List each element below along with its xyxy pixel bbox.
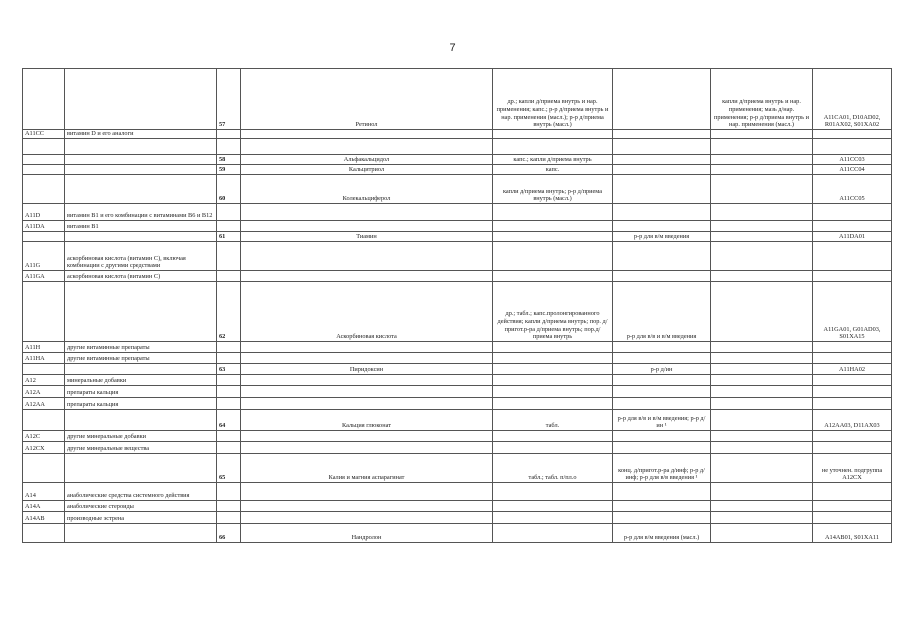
group-name-cell: другие витаминные препараты bbox=[65, 353, 217, 364]
external-forms-cell bbox=[711, 512, 813, 524]
dosage-forms-cell bbox=[493, 130, 613, 139]
external-forms-cell bbox=[711, 501, 813, 512]
table-body bbox=[23, 69, 892, 543]
group-name-cell bbox=[65, 410, 217, 431]
drug-name-cell: Кальция глюконат bbox=[241, 410, 493, 431]
dosage-forms-cell bbox=[493, 398, 613, 410]
item-number-cell bbox=[217, 483, 241, 501]
table-row bbox=[23, 512, 892, 524]
atc-group-code-cell bbox=[23, 282, 65, 342]
injection-forms-cell bbox=[613, 69, 711, 130]
group-name-cell bbox=[65, 524, 217, 543]
atc-group-code-cell: A12CX bbox=[23, 442, 65, 454]
drug-name-cell bbox=[241, 342, 493, 353]
atc-group-code-cell bbox=[23, 165, 65, 175]
group-name-cell: другие минеральные вещества bbox=[65, 442, 217, 454]
atc-code-cell bbox=[813, 483, 892, 501]
atc-code-cell bbox=[813, 204, 892, 221]
table-row bbox=[23, 69, 892, 130]
group-name-cell bbox=[65, 139, 217, 155]
injection-forms-cell bbox=[613, 165, 711, 175]
dosage-forms-cell bbox=[493, 364, 613, 375]
item-number-cell: 64 bbox=[217, 410, 241, 431]
drug-name-cell bbox=[241, 398, 493, 410]
dosage-forms-cell: табл.; табл. п/пл.о bbox=[493, 454, 613, 483]
atc-code-cell: A14AB01, S01XA11 bbox=[813, 524, 892, 543]
external-forms-cell bbox=[711, 232, 813, 242]
group-name-cell bbox=[65, 175, 217, 204]
dosage-forms-cell bbox=[493, 386, 613, 398]
external-forms-cell bbox=[711, 242, 813, 271]
dosage-forms-cell bbox=[493, 375, 613, 386]
group-name-cell: анаболические средства системного действия bbox=[65, 483, 217, 501]
dosage-forms-cell bbox=[493, 342, 613, 353]
dosage-forms-cell: капс. bbox=[493, 165, 613, 175]
injection-forms-cell bbox=[613, 483, 711, 501]
atc-group-code-cell: A12C bbox=[23, 431, 65, 442]
atc-code-cell: A11HA02 bbox=[813, 364, 892, 375]
external-forms-cell bbox=[711, 410, 813, 431]
item-number-cell: 62 bbox=[217, 282, 241, 342]
item-number-cell: 61 bbox=[217, 232, 241, 242]
dosage-forms-cell bbox=[493, 501, 613, 512]
dosage-forms-cell bbox=[493, 353, 613, 364]
atc-group-code-cell: A11H bbox=[23, 342, 65, 353]
table-row bbox=[23, 175, 892, 204]
item-number-cell bbox=[217, 501, 241, 512]
item-number-cell bbox=[217, 431, 241, 442]
item-number-cell: 65 bbox=[217, 454, 241, 483]
injection-forms-cell bbox=[613, 353, 711, 364]
page-number: 7 bbox=[449, 42, 456, 54]
external-forms-cell: капли д/приема внутрь и нар. применения; мазь д/нар. применения; р-р д/приема внутрь и нар. применения (масл.) bbox=[711, 69, 813, 130]
drug-name-cell: Пиридоксин bbox=[241, 364, 493, 375]
dosage-forms-cell bbox=[493, 512, 613, 524]
drug-name-cell bbox=[241, 512, 493, 524]
atc-code-cell bbox=[813, 501, 892, 512]
injection-forms-cell bbox=[613, 512, 711, 524]
item-number-cell: 63 bbox=[217, 364, 241, 375]
table-row bbox=[23, 155, 892, 165]
group-name-cell: витамин B1 и его комбинации с витаминами B6 и B12 bbox=[65, 204, 217, 221]
item-number-cell bbox=[217, 221, 241, 232]
item-number-cell bbox=[217, 442, 241, 454]
table-row bbox=[23, 431, 892, 442]
table-row bbox=[23, 398, 892, 410]
drug-name-cell bbox=[241, 353, 493, 364]
external-forms-cell bbox=[711, 398, 813, 410]
injection-forms-cell bbox=[613, 175, 711, 204]
table-row bbox=[23, 232, 892, 242]
external-forms-cell bbox=[711, 386, 813, 398]
injection-forms-cell bbox=[613, 271, 711, 282]
drug-name-cell bbox=[241, 501, 493, 512]
dosage-forms-cell: др.; капли д/приема внутрь и нар. применения; капс.; р-р д/приема внутрь и нар. применения (масл.); р-р д/приема внутрь (масл.) bbox=[493, 69, 613, 130]
group-name-cell: другие витаминные препараты bbox=[65, 342, 217, 353]
injection-forms-cell bbox=[613, 386, 711, 398]
item-number-cell: 60 bbox=[217, 175, 241, 204]
group-name-cell: анаболические стероиды bbox=[65, 501, 217, 512]
external-forms-cell bbox=[711, 204, 813, 221]
table-row bbox=[23, 342, 892, 353]
drug-name-cell bbox=[241, 130, 493, 139]
drug-list-table bbox=[22, 68, 892, 543]
injection-forms-cell: конц. д/пригот.р-ра д/инф; р-р д/инф; р-р для в/в введения ¹ bbox=[613, 454, 711, 483]
table-row bbox=[23, 375, 892, 386]
external-forms-cell bbox=[711, 175, 813, 204]
dosage-forms-cell: табл. bbox=[493, 410, 613, 431]
dosage-forms-cell bbox=[493, 431, 613, 442]
atc-group-code-cell: A11GA bbox=[23, 271, 65, 282]
external-forms-cell bbox=[711, 130, 813, 139]
atc-group-code-cell: A11G bbox=[23, 242, 65, 271]
group-name-cell bbox=[65, 165, 217, 175]
drug-name-cell bbox=[241, 483, 493, 501]
atc-group-code-cell bbox=[23, 364, 65, 375]
atc-group-code-cell: A14A bbox=[23, 501, 65, 512]
item-number-cell bbox=[217, 242, 241, 271]
atc-code-cell: A11CA01, D10AD02, R01AX02, S01XA02 bbox=[813, 69, 892, 130]
table-row bbox=[23, 242, 892, 271]
injection-forms-cell bbox=[613, 431, 711, 442]
atc-code-cell bbox=[813, 271, 892, 282]
drug-name-cell bbox=[241, 375, 493, 386]
item-number-cell: 66 bbox=[217, 524, 241, 543]
item-number-cell: 57 bbox=[217, 69, 241, 130]
atc-group-code-cell: A11HA bbox=[23, 353, 65, 364]
item-number-cell: 59 bbox=[217, 165, 241, 175]
external-forms-cell bbox=[711, 454, 813, 483]
drug-name-cell bbox=[241, 242, 493, 271]
group-name-cell: производные эстрена bbox=[65, 512, 217, 524]
atc-group-code-cell: A14 bbox=[23, 483, 65, 501]
atc-group-code-cell: A12 bbox=[23, 375, 65, 386]
atc-group-code-cell: A11DA bbox=[23, 221, 65, 232]
group-name-cell: препараты кальция bbox=[65, 398, 217, 410]
drug-name-cell bbox=[241, 204, 493, 221]
group-name-cell bbox=[65, 155, 217, 165]
injection-forms-cell: р-р для в/в и в/м введения bbox=[613, 282, 711, 342]
atc-code-cell: A11CC03 bbox=[813, 155, 892, 165]
table-row bbox=[23, 454, 892, 483]
atc-code-cell bbox=[813, 512, 892, 524]
group-name-cell: другие минеральные добавки bbox=[65, 431, 217, 442]
atc-code-cell bbox=[813, 139, 892, 155]
atc-group-code-cell bbox=[23, 69, 65, 130]
group-name-cell bbox=[65, 232, 217, 242]
external-forms-cell bbox=[711, 221, 813, 232]
atc-group-code-cell: A11CC bbox=[23, 130, 65, 139]
item-number-cell bbox=[217, 130, 241, 139]
drug-name-cell bbox=[241, 442, 493, 454]
drug-name-cell: Кальцитриол bbox=[241, 165, 493, 175]
table-row bbox=[23, 410, 892, 431]
group-name-cell: аскорбиновая кислота (витамин C), включая комбинации с другими средствами bbox=[65, 242, 217, 271]
atc-code-cell bbox=[813, 386, 892, 398]
atc-code-cell bbox=[813, 442, 892, 454]
group-name-cell bbox=[65, 454, 217, 483]
group-name-cell bbox=[65, 282, 217, 342]
atc-group-code-cell bbox=[23, 232, 65, 242]
atc-group-code-cell bbox=[23, 139, 65, 155]
injection-forms-cell: р-р для в/м введения (масл.) bbox=[613, 524, 711, 543]
drug-name-cell bbox=[241, 386, 493, 398]
atc-code-cell bbox=[813, 242, 892, 271]
table-row bbox=[23, 353, 892, 364]
injection-forms-cell: р-р для в/в и в/м введения; р-р д/ин ¹ bbox=[613, 410, 711, 431]
dosage-forms-cell bbox=[493, 139, 613, 155]
drug-name-cell bbox=[241, 221, 493, 232]
drug-name-cell: Калия и магния аспарагинат bbox=[241, 454, 493, 483]
item-number-cell bbox=[217, 375, 241, 386]
table-row bbox=[23, 204, 892, 221]
table-row bbox=[23, 130, 892, 139]
atc-group-code-cell bbox=[23, 155, 65, 165]
injection-forms-cell bbox=[613, 155, 711, 165]
external-forms-cell bbox=[711, 155, 813, 165]
drug-name-cell: Ретинол bbox=[241, 69, 493, 130]
injection-forms-cell bbox=[613, 342, 711, 353]
injection-forms-cell bbox=[613, 398, 711, 410]
atc-group-code-cell bbox=[23, 410, 65, 431]
dosage-forms-cell bbox=[493, 242, 613, 271]
item-number-cell bbox=[217, 342, 241, 353]
dosage-forms-cell: др.; табл.; капс.пролонгированного действия; капли д/приема внутрь; пор. д/пригот.р-ра д/приема внутрь; пор.д/приема внутрь bbox=[493, 282, 613, 342]
table-row bbox=[23, 221, 892, 232]
injection-forms-cell bbox=[613, 375, 711, 386]
external-forms-cell bbox=[711, 353, 813, 364]
item-number-cell bbox=[217, 353, 241, 364]
group-name-cell: препараты кальция bbox=[65, 386, 217, 398]
table-row bbox=[23, 271, 892, 282]
injection-forms-cell bbox=[613, 221, 711, 232]
atc-code-cell bbox=[813, 375, 892, 386]
item-number-cell: 58 bbox=[217, 155, 241, 165]
dosage-forms-cell: капли д/приема внутрь; р-р д/приема внутрь (масл.) bbox=[493, 175, 613, 204]
atc-code-cell bbox=[813, 342, 892, 353]
table-row bbox=[23, 139, 892, 155]
injection-forms-cell: р-р д/ин bbox=[613, 364, 711, 375]
atc-group-code-cell: A12A bbox=[23, 386, 65, 398]
table-row bbox=[23, 524, 892, 543]
external-forms-cell bbox=[711, 483, 813, 501]
injection-forms-cell bbox=[613, 242, 711, 271]
injection-forms-cell bbox=[613, 204, 711, 221]
external-forms-cell bbox=[711, 375, 813, 386]
group-name-cell: витамин D и его аналоги bbox=[65, 130, 217, 139]
table-row bbox=[23, 386, 892, 398]
external-forms-cell bbox=[711, 282, 813, 342]
atc-group-code-cell bbox=[23, 524, 65, 543]
atc-code-cell bbox=[813, 353, 892, 364]
table-row bbox=[23, 501, 892, 512]
drug-name-cell: Тиамин bbox=[241, 232, 493, 242]
dosage-forms-cell bbox=[493, 524, 613, 543]
item-number-cell bbox=[217, 512, 241, 524]
atc-group-code-cell: A12AA bbox=[23, 398, 65, 410]
atc-group-code-cell: A11D bbox=[23, 204, 65, 221]
external-forms-cell bbox=[711, 442, 813, 454]
dosage-forms-cell bbox=[493, 442, 613, 454]
item-number-cell bbox=[217, 271, 241, 282]
injection-forms-cell bbox=[613, 442, 711, 454]
drug-name-cell: Аскорбиновая кислота bbox=[241, 282, 493, 342]
external-forms-cell bbox=[711, 342, 813, 353]
dosage-forms-cell bbox=[493, 232, 613, 242]
group-name-cell: витамин B1 bbox=[65, 221, 217, 232]
group-name-cell: аскорбиновая кислота (витамин C) bbox=[65, 271, 217, 282]
injection-forms-cell bbox=[613, 139, 711, 155]
atc-code-cell: A11CC05 bbox=[813, 175, 892, 204]
injection-forms-cell: р-р для в/м введения bbox=[613, 232, 711, 242]
table-row bbox=[23, 442, 892, 454]
dosage-forms-cell bbox=[493, 221, 613, 232]
external-forms-cell bbox=[711, 139, 813, 155]
item-number-cell bbox=[217, 139, 241, 155]
external-forms-cell bbox=[711, 165, 813, 175]
atc-code-cell: A12AA03, D11AX03 bbox=[813, 410, 892, 431]
group-name-cell: минеральные добавки bbox=[65, 375, 217, 386]
drug-name-cell bbox=[241, 271, 493, 282]
group-name-cell bbox=[65, 364, 217, 375]
table-row bbox=[23, 165, 892, 175]
atc-code-cell bbox=[813, 130, 892, 139]
external-forms-cell bbox=[711, 271, 813, 282]
drug-name-cell: Колекальциферол bbox=[241, 175, 493, 204]
atc-code-cell: A11CC04 bbox=[813, 165, 892, 175]
atc-code-cell: A11GA01, G01AD03, S01XA15 bbox=[813, 282, 892, 342]
drug-name-cell bbox=[241, 139, 493, 155]
atc-group-code-cell bbox=[23, 454, 65, 483]
group-name-cell bbox=[65, 69, 217, 130]
item-number-cell bbox=[217, 204, 241, 221]
injection-forms-cell bbox=[613, 501, 711, 512]
table-row bbox=[23, 483, 892, 501]
external-forms-cell bbox=[711, 524, 813, 543]
external-forms-cell bbox=[711, 431, 813, 442]
drug-name-cell: Нандролон bbox=[241, 524, 493, 543]
atc-group-code-cell: A14AB bbox=[23, 512, 65, 524]
table-row bbox=[23, 282, 892, 342]
atc-code-cell bbox=[813, 431, 892, 442]
atc-code-cell bbox=[813, 398, 892, 410]
atc-group-code-cell bbox=[23, 175, 65, 204]
atc-code-cell bbox=[813, 221, 892, 232]
dosage-forms-cell bbox=[493, 483, 613, 501]
atc-code-cell: A11DA01 bbox=[813, 232, 892, 242]
item-number-cell bbox=[217, 398, 241, 410]
atc-code-cell: не уточнен. подгруппа A12CX bbox=[813, 454, 892, 483]
dosage-forms-cell bbox=[493, 204, 613, 221]
dosage-forms-cell bbox=[493, 271, 613, 282]
dosage-forms-cell: капс.; капли д/приема внутрь bbox=[493, 155, 613, 165]
external-forms-cell bbox=[711, 364, 813, 375]
table-row bbox=[23, 364, 892, 375]
drug-name-cell bbox=[241, 431, 493, 442]
injection-forms-cell bbox=[613, 130, 711, 139]
drug-name-cell: Альфакальцидол bbox=[241, 155, 493, 165]
item-number-cell bbox=[217, 386, 241, 398]
